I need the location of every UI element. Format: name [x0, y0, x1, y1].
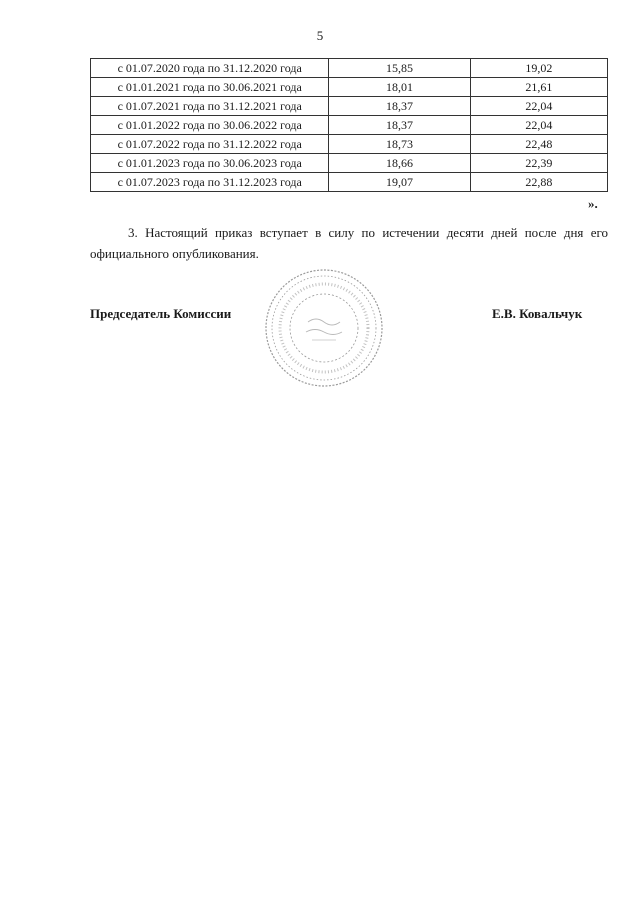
table-cell-value: 18,01	[329, 78, 470, 97]
table-row	[91, 97, 608, 116]
table-cell-value: 18,37	[329, 116, 470, 135]
table-cell-value: 22,04	[470, 116, 607, 135]
table-cell-period: с 01.07.2023 года по 31.12.2023 года	[91, 173, 329, 192]
official-seal-stamp	[262, 266, 386, 390]
order-paragraph: 3. Настоящий приказ вступает в силу по истечении десяти дней после дня его официального опубликования.	[90, 225, 608, 261]
signatory-title: Председатель Комиссии	[90, 306, 232, 321]
table-cell-period: с 01.07.2020 года по 31.12.2020 года	[91, 59, 329, 78]
table-cell-period: с 01.07.2021 года по 31.12.2021 года	[91, 97, 329, 116]
tariff-table	[90, 58, 608, 192]
table-cell-period: с 01.01.2021 года по 30.06.2021 года	[91, 78, 329, 97]
table-cell-value: 19,02	[470, 59, 607, 78]
table-cell-value: 18,37	[329, 97, 470, 116]
page-number: 5	[316, 28, 324, 43]
table-cell-value: 21,61	[470, 78, 607, 97]
table-row	[91, 59, 608, 78]
table-cell-value: 22,48	[470, 135, 607, 154]
table-row	[91, 173, 608, 192]
closing-quote: ».	[588, 196, 598, 211]
table-cell-value: 22,39	[470, 154, 607, 173]
table-cell-value: 19,07	[329, 173, 470, 192]
table-row	[91, 135, 608, 154]
table-cell-value: 22,88	[470, 173, 607, 192]
table-cell-period: с 01.01.2022 года по 30.06.2022 года	[91, 116, 329, 135]
table-row	[91, 78, 608, 97]
signatory-name: Е.В. Ковальчук	[492, 306, 583, 321]
table-row	[91, 116, 608, 135]
table-cell-value: 22,04	[470, 97, 607, 116]
table-cell-value: 15,85	[329, 59, 470, 78]
table-row	[91, 154, 608, 173]
table-cell-period: с 01.01.2023 года по 30.06.2023 года	[91, 154, 329, 173]
table-cell-value: 18,66	[329, 154, 470, 173]
table-cell-period: с 01.07.2022 года по 31.12.2022 года	[91, 135, 329, 154]
table-cell-value: 18,73	[329, 135, 470, 154]
